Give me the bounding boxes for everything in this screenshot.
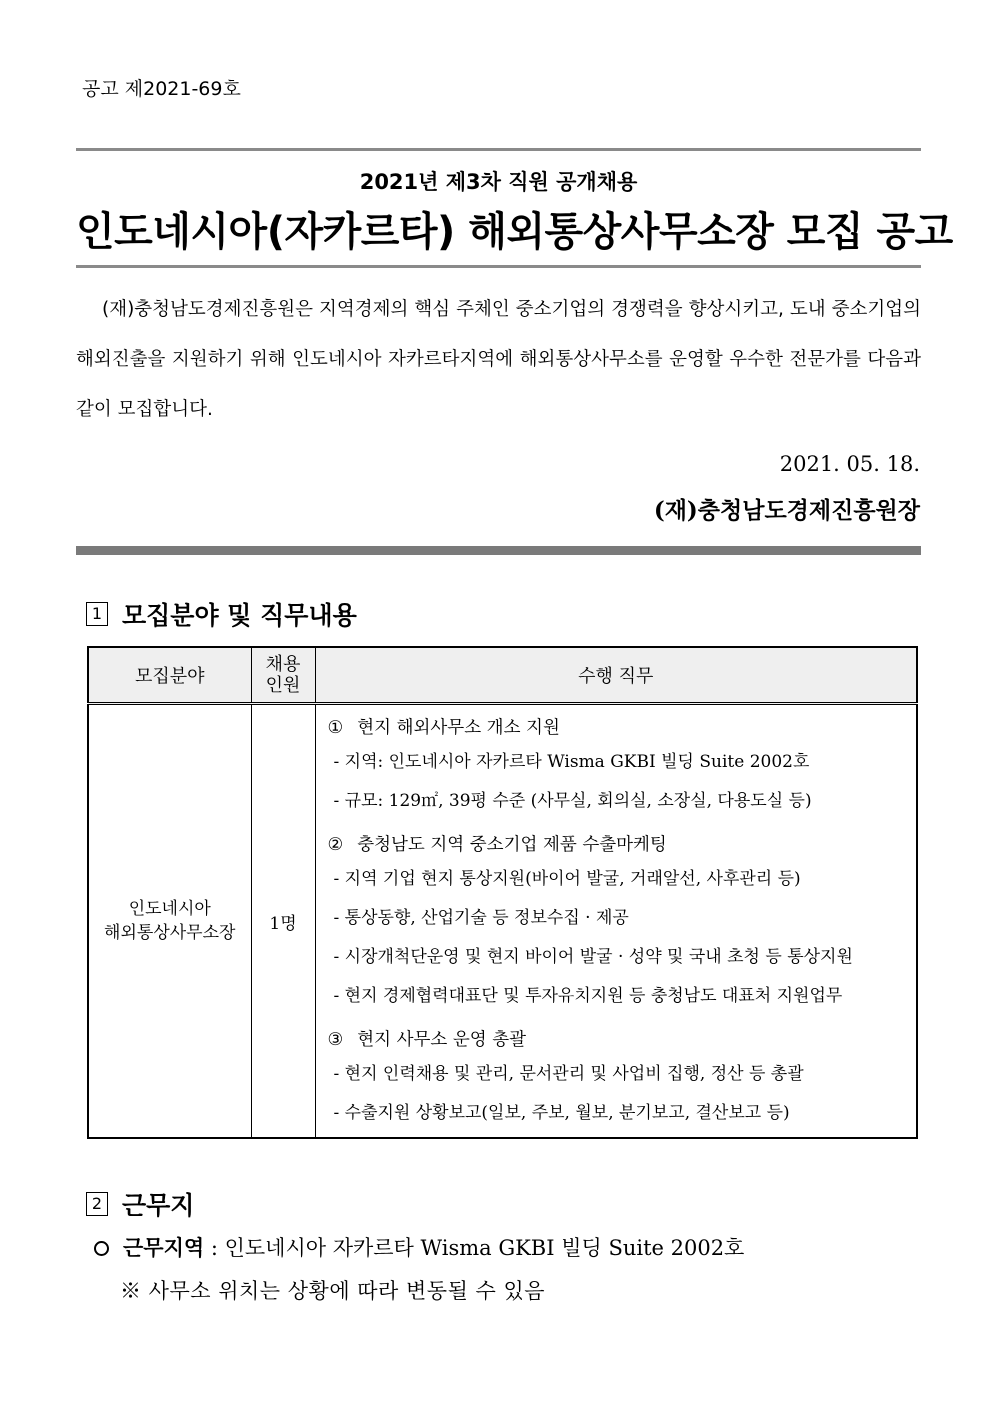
- notice-number: 공고 제2021-69호: [82, 78, 241, 100]
- work-location-value: 인도네시아 자카르타 Wisma GKBI 빌딩 Suite 2002호: [224, 1236, 745, 1260]
- section2-number: 2: [86, 1192, 108, 1216]
- section1-title: 모집분야 및 직무내용: [122, 601, 357, 630]
- duty-item: - 규모: 129㎡, 39평 수준 (사무실, 회의실, 소장실, 다용도실 등): [333, 791, 812, 811]
- section2-title: 근무지: [122, 1191, 195, 1220]
- cell-field: [88, 704, 251, 1139]
- work-location-separator: :: [204, 1236, 225, 1260]
- page-title: 인도네시아(자카르타) 해외통상사무소장 모집 공고: [76, 209, 953, 255]
- header-field: 모집분야: [88, 647, 251, 704]
- signer-name: (재)충청남도경제진흥원장: [653, 497, 920, 524]
- duty-marker: ①: [327, 718, 344, 738]
- duty-item: - 현지 경제협력대표단 및 투자유치지원 등 충청남도 대표처 지원업무: [333, 986, 843, 1006]
- duty-group-title: [328, 1025, 911, 1055]
- circle-bullet-icon: [94, 1241, 109, 1256]
- header-count-line2: 인원: [265, 675, 301, 696]
- duty-title-text: 현지 사무소 운영 총괄: [357, 1030, 527, 1050]
- table-row: [88, 704, 917, 1139]
- section-divider: [76, 546, 921, 555]
- duty-item: - 시장개척단운영 및 현지 바이어 발굴 · 성약 및 국내 초청 등 통상지원: [333, 947, 853, 967]
- announcement-date: 2021. 05. 18.: [779, 452, 920, 476]
- section2-heading: [86, 1186, 194, 1222]
- duty-marker: ②: [327, 835, 344, 855]
- header-count: [251, 647, 315, 704]
- field-line1: 인도네시아: [128, 899, 211, 919]
- title-divider: [76, 265, 921, 268]
- duty-group-title: [328, 713, 911, 743]
- cell-count: 1명: [251, 704, 315, 1139]
- duty-group: [328, 713, 911, 821]
- header-duties: 수행 직무: [315, 647, 917, 704]
- duty-item: - 지역 기업 현지 통상지원(바이어 발굴, 거래알선, 사후관리 등): [333, 869, 801, 889]
- section1-number: 1: [86, 602, 108, 626]
- duty-group-title: [328, 830, 911, 860]
- duty-group: [328, 1025, 911, 1133]
- duty-item: - 현지 인력채용 및 관리, 문서관리 및 사업비 집행, 정산 등 총괄: [333, 1064, 804, 1084]
- table-header-row: [88, 647, 917, 704]
- duty-title-text: 충청남도 지역 중소기업 제품 수출마케팅: [357, 835, 667, 855]
- top-divider: [76, 148, 921, 151]
- work-location-line: [94, 1232, 744, 1262]
- intro-paragraph: (재)충청남도경제진흥원은 지역경제의 핵심 주체인 중소기업의 경쟁력을 향상시키고, 도내 중소기업의 해외진출을 지원하기 위해 인도네시아 자카르타지역에 해외통상사무소를 운영할 우수한 전문가를 다음과 같이 모집합니다.: [76, 299, 921, 420]
- work-location-label: 근무지역: [123, 1236, 205, 1260]
- duty-item: - 통상동향, 산업기술 등 정보수집 · 제공: [333, 908, 629, 928]
- duty-item: - 지역: 인도네시아 자카르타 Wisma GKBI 빌딩 Suite 2002호: [333, 752, 810, 772]
- cell-duties: [315, 704, 917, 1139]
- header-count-line1: 채용: [265, 654, 301, 675]
- location-note: ※ 사무소 위치는 상황에 따라 변동될 수 있음: [120, 1279, 546, 1303]
- duty-group: [328, 830, 911, 1016]
- field-line2: 해외통상사무소장: [104, 923, 236, 943]
- section1-heading: [86, 596, 357, 632]
- duty-marker: ③: [327, 1030, 344, 1050]
- duty-item: - 수출지원 상황보고(일보, 주보, 월보, 분기보고, 결산보고 등): [333, 1103, 790, 1123]
- page-subtitle: 2021년 제3차 직원 공개채용: [359, 170, 638, 194]
- recruitment-table: [87, 646, 918, 1139]
- duty-title-text: 현지 해외사무소 개소 지원: [357, 718, 560, 738]
